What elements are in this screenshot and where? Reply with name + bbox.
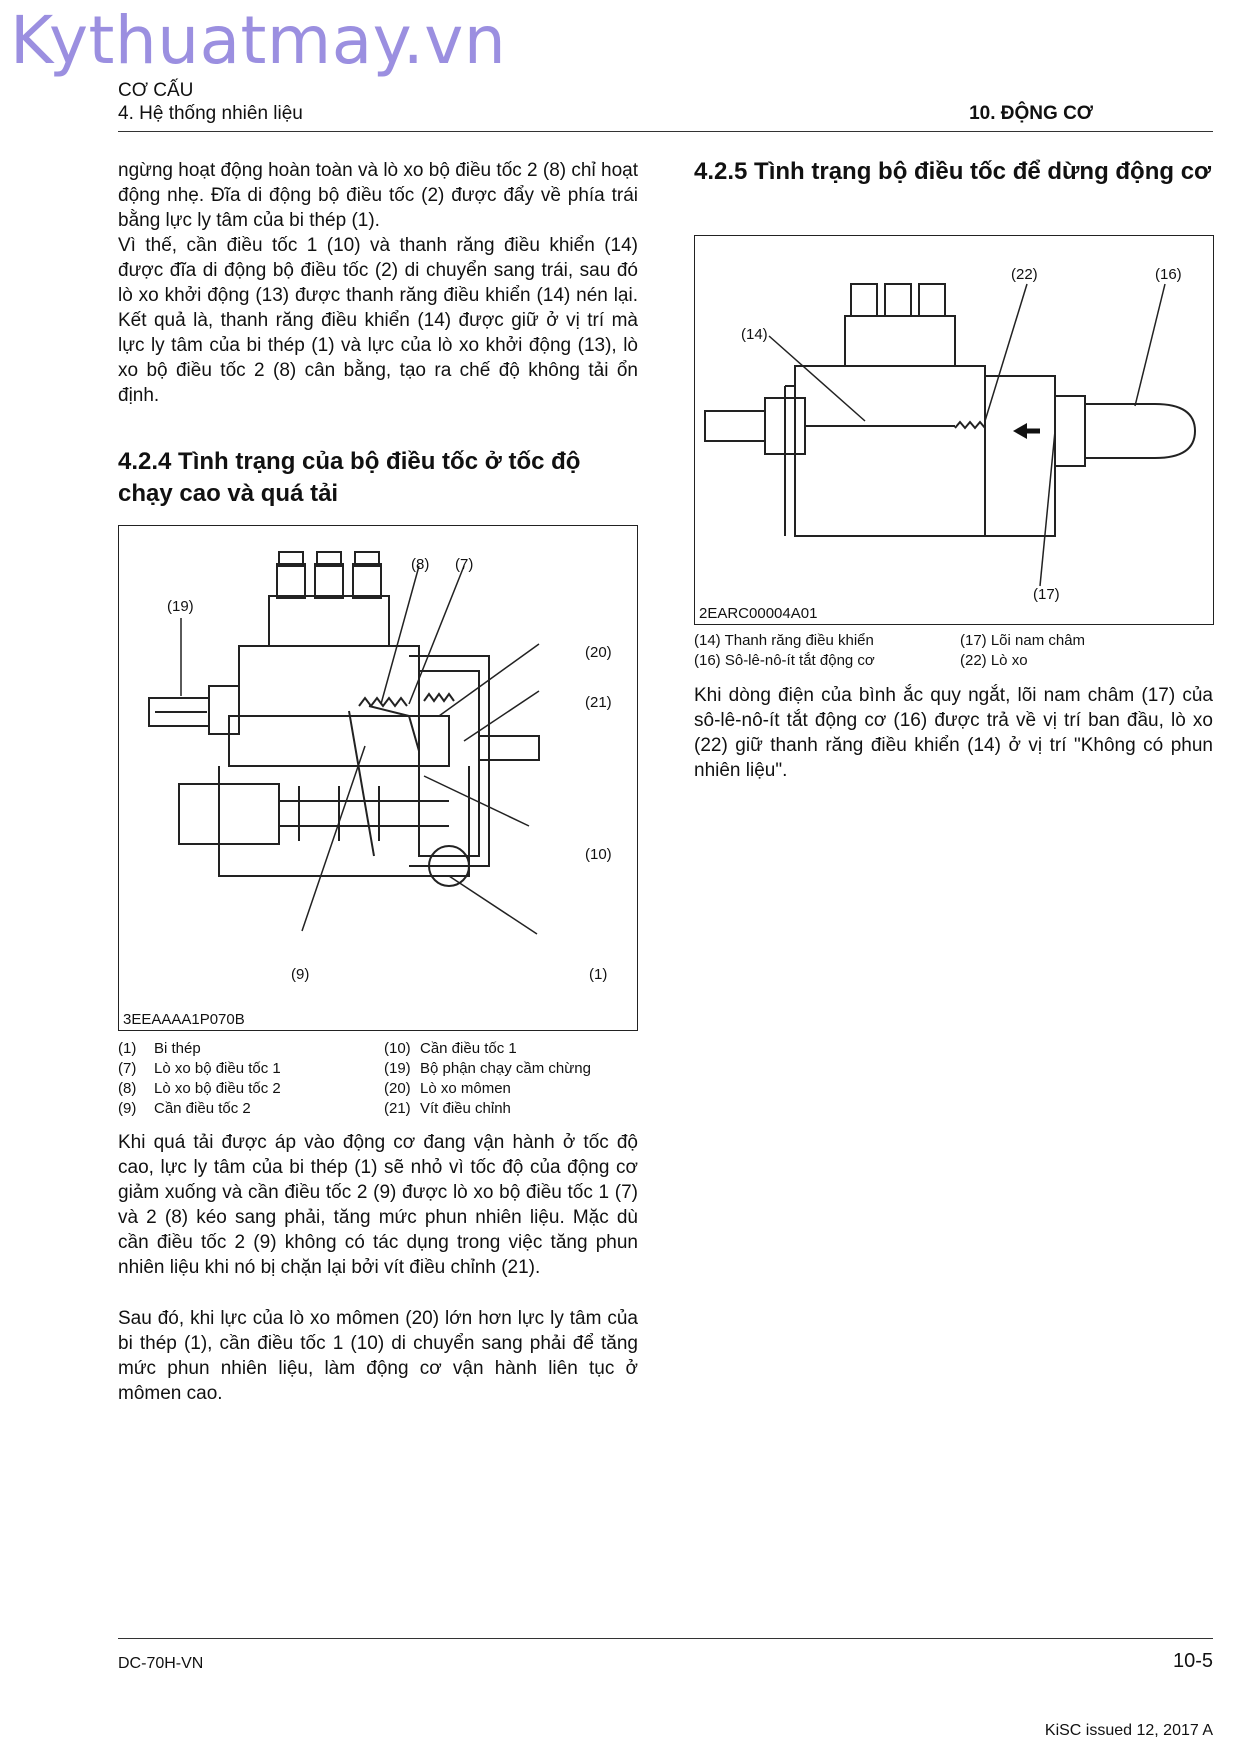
watermark: Kythuatmay.vn	[10, 2, 507, 79]
intro-paragraph-1: ngừng hoạt động hoàn toàn và lò xo bộ điều tốc 2 (8) chỉ hoạt động nhẹ. Đĩa di động bộ điều tốc (2) được đẩy về phía trái bằng lực ly tâm của bi thép (1).	[118, 160, 638, 231]
legend-item: (20) Lò xo mômen	[384, 1080, 511, 1097]
callout-20: (20)	[585, 644, 612, 661]
callout-9: (9)	[291, 966, 310, 983]
solenoid-illustration	[695, 236, 1213, 624]
header-subsection: 4. Hệ thống nhiên liệu	[118, 103, 303, 124]
callout-10: (10)	[585, 846, 612, 863]
header-category: CƠ CẤU	[118, 80, 194, 101]
footer-page-number: 10-5	[1172, 1650, 1213, 1672]
callout-22: (22)	[1011, 266, 1038, 283]
footer-issue: KiSC issued 12, 2017 A	[1044, 1722, 1213, 1739]
legend-item: (19) Bộ phận chạy cầm chừng	[384, 1060, 591, 1077]
legend-item: (10) Cần điều tốc 1	[384, 1040, 517, 1057]
figure-code: 3EEAAAA1P070B	[123, 1011, 245, 1028]
callout-16: (16)	[1155, 266, 1182, 283]
heading-4-2-4: 4.2.4 Tình trạng của bộ điều tốc ở tốc độ chạy cao và quá tải	[118, 448, 581, 507]
callout-8: (8)	[411, 556, 430, 573]
body-paragraph-right: Khi dòng điện của bình ắc quy ngắt, lõi nam châm (17) của sô-lê-nô-ít tắt động cơ (16) được trả về vị trí ban đầu, lò xo (22) giữ thanh răng điều khiển (14) ở vị trí "Không có phun nhiên liệu".	[694, 685, 1213, 781]
governor-illustration	[119, 526, 637, 1030]
heading-4-2-5: 4.2.5 Tình trạng bộ điều tốc để dừng động cơ	[694, 158, 1212, 185]
callout-14: (14)	[741, 326, 768, 343]
header-rule	[118, 131, 1213, 132]
legend-item: (8) Lò xo bộ điều tốc 2	[118, 1080, 281, 1097]
governor-stop-figure	[694, 235, 1214, 625]
intro-paragraph-2: Vì thế, cần điều tốc 1 (10) và thanh răng điều khiển (14) được đĩa di động bộ điều tốc (2) di chuyển sang trái, sau đó lò xo khởi động (13) được thanh răng điều khiển (14) nén lại. Kết quả là, thanh răng điều khiển (14) được giữ ở vị trí mà lực ly tâm của bi thép (1) và lực của lò xo khởi động (13), lò xo bộ điều tốc 2 (8) cân bằng, tạo ra chế độ không tải ổn định.	[118, 235, 638, 406]
body-paragraph-1: Khi quá tải được áp vào động cơ đang vận hành ở tốc độ cao, lực ly tâm của bi thép (1) sẽ nhỏ vì tốc độ của động cơ giảm xuống và cần điều tốc 2 (9) được lò xo bộ điều tốc 1 (7) và 2 (8) kéo sang phải, tăng mức phun nhiên liệu. Mặc dù cần điều tốc 2 (9) không có tác dụng trong việc tăng phun nhiên liệu khi nó bị chặn lại bởi vít điều chỉnh (21).	[118, 1132, 638, 1278]
legend-right-col-b	[960, 631, 1212, 671]
governor-high-speed-figure	[118, 525, 638, 1031]
callout-21: (21)	[585, 694, 612, 711]
legend-left-col-a	[118, 1039, 378, 1119]
figure-code: 2EARC00004A01	[699, 605, 818, 622]
legend-item: (7) Lò xo bộ điều tốc 1	[118, 1060, 281, 1077]
legend-item: (17) Lõi nam châm	[960, 632, 1086, 649]
callout-17: (17)	[1033, 586, 1060, 603]
legend-item: (14) Thanh răng điều khiển	[694, 632, 874, 649]
legend-item: (22) Lò xo	[960, 652, 1028, 669]
legend-item: (21) Vít điều chỉnh	[384, 1100, 511, 1117]
body-paragraph-2: Sau đó, khi lực của lò xo mômen (20) lớn hơn lực ly tâm của bi thép (1), cần điều tốc 1 (10) di chuyển sang phải để tăng mức phun nhiên liệu, làm động cơ vận hành liên tục ở mômen cao.	[118, 1308, 638, 1404]
legend-item: (16) Sô-lê-nô-ít tắt động cơ	[694, 652, 875, 669]
legend-item: (1) Bi thép	[118, 1040, 201, 1057]
callout-1: (1)	[589, 966, 608, 983]
legend-left-col-b	[384, 1039, 644, 1119]
legend-right-col-a	[694, 631, 954, 671]
footer-doc-code: DC-70H-VN	[118, 1655, 204, 1672]
legend-item: (9) Cần điều tốc 2	[118, 1100, 251, 1117]
footer-rule	[118, 1638, 1213, 1639]
callout-19: (19)	[167, 598, 194, 615]
callout-7: (7)	[455, 556, 474, 573]
header-section: 10. ĐỘNG CƠ	[969, 103, 1093, 124]
